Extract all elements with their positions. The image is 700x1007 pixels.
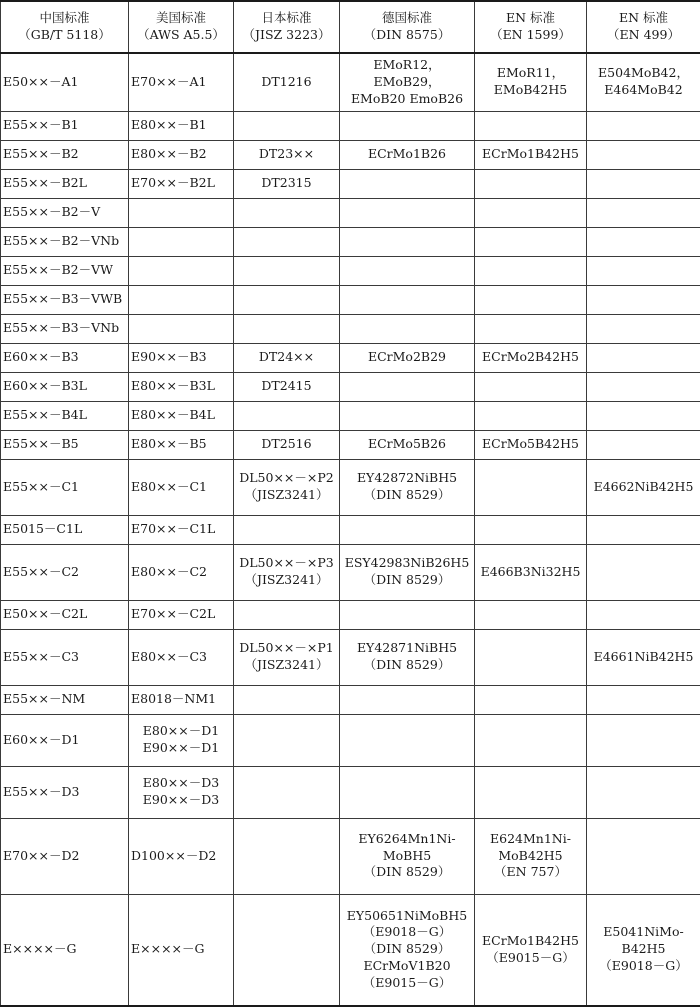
cell-japan xyxy=(234,285,340,314)
cell-en1599 xyxy=(475,169,587,198)
cell-japan xyxy=(234,894,340,1006)
cell-germany: EY50651NiMoBH5 （E9018－G） （DIN 8529） ECrMoV1B20 （E9015－G） xyxy=(340,894,475,1006)
cell-china: E55××－B2－V xyxy=(1,198,129,227)
cell-germany xyxy=(340,314,475,343)
cell-china: E55××－B3－VWB xyxy=(1,285,129,314)
cell-china: E55××－B2－VW xyxy=(1,256,129,285)
table-row xyxy=(1,227,700,256)
cell-china: E55××－B3－VNb xyxy=(1,314,129,343)
cell-china: E5015－C1L xyxy=(1,515,129,544)
cell-en1599 xyxy=(475,256,587,285)
table-row xyxy=(1,372,700,401)
cell-china: E55××－B2－VNb xyxy=(1,227,129,256)
cell-en1599 xyxy=(475,285,587,314)
cell-japan: DL50××－×P3 （JISZ3241） xyxy=(234,544,340,600)
cell-china: E60××－D1 xyxy=(1,714,129,766)
cell-en499 xyxy=(587,227,700,256)
cell-germany xyxy=(340,685,475,714)
cell-en499 xyxy=(587,600,700,629)
cell-usa: E70××－C2L xyxy=(129,600,234,629)
cell-usa: E80××－C1 xyxy=(129,459,234,515)
cell-en499 xyxy=(587,140,700,169)
header-cell-en1599: EN 标准 （EN 1599） xyxy=(475,1,587,53)
cell-china: E55××－B5 xyxy=(1,430,129,459)
cell-en1599 xyxy=(475,515,587,544)
table-row xyxy=(1,600,700,629)
cell-usa: E80××－D3 E90××－D3 xyxy=(129,766,234,818)
cell-usa: E80××－C2 xyxy=(129,544,234,600)
cell-china: E55××－NM xyxy=(1,685,129,714)
cell-en499: E4662NiB42H5 xyxy=(587,459,700,515)
cell-en1599: ECrMo5B42H5 xyxy=(475,430,587,459)
cell-china: E60××－B3 xyxy=(1,343,129,372)
cell-germany xyxy=(340,169,475,198)
cell-germany xyxy=(340,600,475,629)
cell-usa: E80××－B2 xyxy=(129,140,234,169)
table-row xyxy=(1,430,700,459)
cell-germany xyxy=(340,401,475,430)
table-body xyxy=(1,53,700,1006)
cell-en499 xyxy=(587,343,700,372)
cell-japan: DT2415 xyxy=(234,372,340,401)
cell-germany: ECrMo2B29 xyxy=(340,343,475,372)
cell-en1599 xyxy=(475,714,587,766)
cell-japan xyxy=(234,714,340,766)
table-row xyxy=(1,459,700,515)
cell-china: E50××－A1 xyxy=(1,53,129,111)
cell-en499: E504MoB42， E464MoB42 xyxy=(587,53,700,111)
cell-en499 xyxy=(587,169,700,198)
table-row xyxy=(1,714,700,766)
cell-usa: E××××－G xyxy=(129,894,234,1006)
cell-japan: DT24×× xyxy=(234,343,340,372)
cell-germany: ESY42983NiB26H5 （DIN 8529） xyxy=(340,544,475,600)
cell-japan xyxy=(234,515,340,544)
cell-en1599: ECrMo2B42H5 xyxy=(475,343,587,372)
cell-japan xyxy=(234,198,340,227)
table-row xyxy=(1,766,700,818)
cell-japan xyxy=(234,766,340,818)
cell-germany: EY6264Mn1Ni- MoBH5 （DIN 8529） xyxy=(340,818,475,894)
cell-usa: E70××－B2L xyxy=(129,169,234,198)
cell-en1599 xyxy=(475,600,587,629)
table-row xyxy=(1,401,700,430)
cell-en499 xyxy=(587,256,700,285)
cell-en1599 xyxy=(475,459,587,515)
cell-en1599 xyxy=(475,685,587,714)
table-row xyxy=(1,140,700,169)
cell-germany xyxy=(340,227,475,256)
cell-en1599: ECrMo1B42H5 （E9015－G） xyxy=(475,894,587,1006)
cell-en499 xyxy=(587,401,700,430)
table-row xyxy=(1,314,700,343)
cell-en499 xyxy=(587,285,700,314)
cell-en499: E4661NiB42H5 xyxy=(587,629,700,685)
cell-en1599 xyxy=(475,766,587,818)
cell-en499 xyxy=(587,766,700,818)
cell-usa xyxy=(129,198,234,227)
cell-usa xyxy=(129,314,234,343)
header-row xyxy=(1,1,700,53)
cell-usa xyxy=(129,227,234,256)
cell-japan: DT1216 xyxy=(234,53,340,111)
table-row xyxy=(1,198,700,227)
cell-china: E55××－C1 xyxy=(1,459,129,515)
cell-china: E55××－C2 xyxy=(1,544,129,600)
cell-usa: D100××－D2 xyxy=(129,818,234,894)
cell-japan: DT23×× xyxy=(234,140,340,169)
cell-germany xyxy=(340,766,475,818)
table-row xyxy=(1,285,700,314)
cell-usa: E70××－A1 xyxy=(129,53,234,111)
cell-usa xyxy=(129,256,234,285)
table-row xyxy=(1,256,700,285)
cell-en1599 xyxy=(475,401,587,430)
table-row xyxy=(1,53,700,111)
cell-usa: E90××－B3 xyxy=(129,343,234,372)
cell-china: E55××－B2L xyxy=(1,169,129,198)
header-cell-germany: 德国标准 （DIN 8575） xyxy=(340,1,475,53)
cell-germany: ECrMo1B26 xyxy=(340,140,475,169)
cell-usa: E8018－NM1 xyxy=(129,685,234,714)
table-row xyxy=(1,169,700,198)
cell-japan: DT2516 xyxy=(234,430,340,459)
table-row xyxy=(1,111,700,140)
cell-en499 xyxy=(587,111,700,140)
cell-en1599: EMoR11， EMoB42H5 xyxy=(475,53,587,111)
cell-germany xyxy=(340,372,475,401)
cell-japan xyxy=(234,111,340,140)
cell-usa: E70××－C1L xyxy=(129,515,234,544)
cell-japan xyxy=(234,685,340,714)
cell-germany: EY42872NiBH5 （DIN 8529） xyxy=(340,459,475,515)
cell-japan xyxy=(234,600,340,629)
cell-en499 xyxy=(587,544,700,600)
table-row xyxy=(1,629,700,685)
cell-en499 xyxy=(587,198,700,227)
cell-en499: E5041NiMo- B42H5 （E9018－G） xyxy=(587,894,700,1006)
cell-china: E55××－B2 xyxy=(1,140,129,169)
cell-en1599: E466B3Ni32H5 xyxy=(475,544,587,600)
cell-germany: ECrMo5B26 xyxy=(340,430,475,459)
table-row xyxy=(1,515,700,544)
cell-germany xyxy=(340,515,475,544)
header-cell-japan: 日本标准 （JISZ 3223） xyxy=(234,1,340,53)
cell-en499 xyxy=(587,714,700,766)
cell-china: E70××－D2 xyxy=(1,818,129,894)
cell-en1599 xyxy=(475,629,587,685)
cell-usa: E80××－B1 xyxy=(129,111,234,140)
table-row xyxy=(1,685,700,714)
cell-en1599: E624Mn1Ni- MoB42H5 （EN 757） xyxy=(475,818,587,894)
table-row xyxy=(1,818,700,894)
cell-germany xyxy=(340,198,475,227)
cell-japan: DL50××－×P1 （JISZ3241） xyxy=(234,629,340,685)
table-row xyxy=(1,343,700,372)
cell-japan xyxy=(234,256,340,285)
cell-en499 xyxy=(587,818,700,894)
cell-usa: E80××－D1 E90××－D1 xyxy=(129,714,234,766)
cell-usa: E80××－B4L xyxy=(129,401,234,430)
cell-en499 xyxy=(587,515,700,544)
cell-china: E55××－B1 xyxy=(1,111,129,140)
cell-en1599 xyxy=(475,372,587,401)
cell-germany xyxy=(340,714,475,766)
table-row xyxy=(1,894,700,1006)
cell-germany xyxy=(340,256,475,285)
cell-usa: E80××－C3 xyxy=(129,629,234,685)
cell-china: E55××－D3 xyxy=(1,766,129,818)
cell-en499 xyxy=(587,430,700,459)
cell-germany xyxy=(340,111,475,140)
cell-japan xyxy=(234,227,340,256)
cell-usa: E80××－B5 xyxy=(129,430,234,459)
cell-japan: DT2315 xyxy=(234,169,340,198)
cell-en1599 xyxy=(475,111,587,140)
cell-germany: EY42871NiBH5 （DIN 8529） xyxy=(340,629,475,685)
cell-china: E55××－C3 xyxy=(1,629,129,685)
cell-en499 xyxy=(587,685,700,714)
cell-usa xyxy=(129,285,234,314)
header-cell-china: 中国标准 （GB/T 5118） xyxy=(1,1,129,53)
cell-china: E55××－B4L xyxy=(1,401,129,430)
cell-germany: EMoR12，EMoB29， EMoB20 EmoB26 xyxy=(340,53,475,111)
cell-en1599 xyxy=(475,198,587,227)
cell-china: E60××－B3L xyxy=(1,372,129,401)
header-cell-usa: 美国标准 （AWS A5.5） xyxy=(129,1,234,53)
cell-china: E××××－G xyxy=(1,894,129,1006)
cell-usa: E80××－B3L xyxy=(129,372,234,401)
cell-en499 xyxy=(587,314,700,343)
cell-en499 xyxy=(587,372,700,401)
header-cell-en499: EN 标准 （EN 499） xyxy=(587,1,700,53)
cell-en1599: ECrMo1B42H5 xyxy=(475,140,587,169)
cell-japan xyxy=(234,818,340,894)
cell-japan xyxy=(234,314,340,343)
cell-en1599 xyxy=(475,227,587,256)
table-row xyxy=(1,544,700,600)
cell-japan: DL50××－×P2 （JISZ3241） xyxy=(234,459,340,515)
cell-germany xyxy=(340,285,475,314)
cell-japan xyxy=(234,401,340,430)
cell-china: E50××－C2L xyxy=(1,600,129,629)
cell-en1599 xyxy=(475,314,587,343)
